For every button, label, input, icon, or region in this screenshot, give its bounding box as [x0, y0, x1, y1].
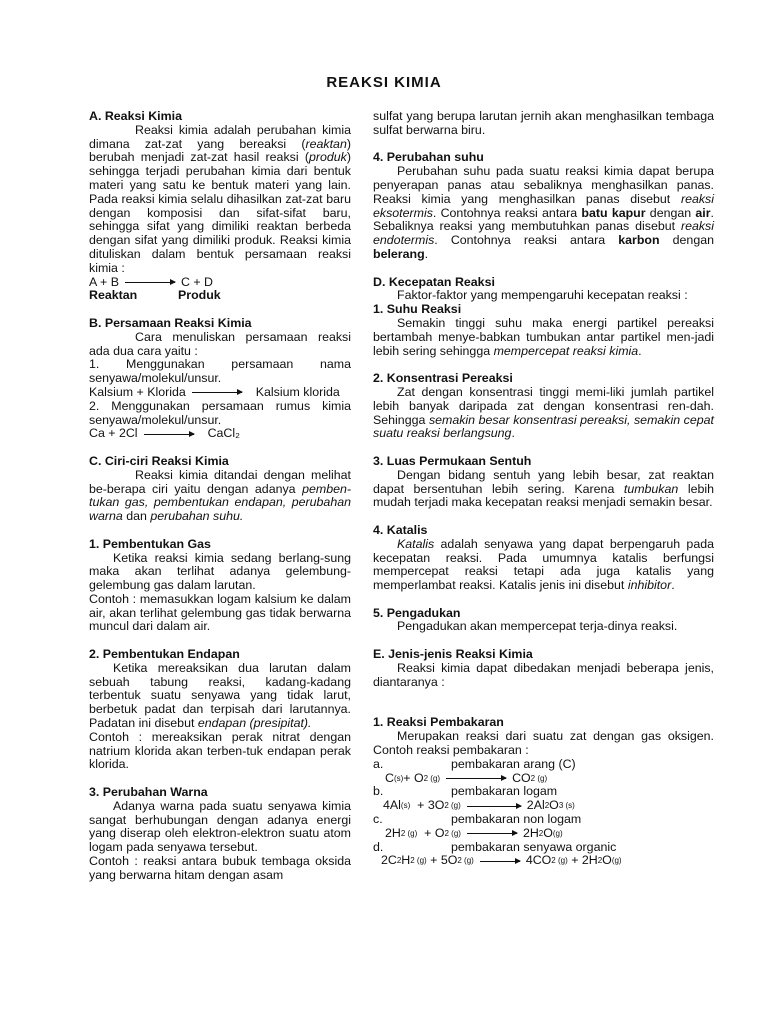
section-d-heading: D. Kecepatan Reaksi: [373, 274, 495, 289]
section-c-heading: C. Ciri-ciri Reaksi Kimia: [89, 453, 229, 468]
reaction-arrow-icon: [125, 282, 175, 283]
subsection-e1-paragraph: Merupakan reaksi dari suatu zat dengan gas oksigen. Contoh reaksi pembakaran :: [373, 729, 714, 758]
reaction-arrow-icon: [480, 861, 520, 862]
subsection-d2-paragraph: Zat dengan konsentrasi tinggi memi-liki jumlah partikel lebih banyak daripada zat dengan konsentrasi ren-dah. Sehingga semakin besar konsentrasi pereaksi, semakin cepat suatu reaksi berlangsung.: [373, 384, 714, 441]
subsection-c1-example: Contoh : memasukkan logam kalsium ke dalam air, akan terlihat gelembung gas tidak berwarna muncul dari dalam air.: [89, 591, 351, 634]
section-d-paragraph: Faktor-faktor yang mempengaruhi kecepatan reaksi :: [397, 288, 688, 303]
subsection-d2-heading: 2. Konsentrasi Pereaksi: [373, 371, 513, 386]
name-equation: Kalsium + Klorida Kalsium klorida: [89, 384, 340, 399]
subsection-c3-example: Contoh : reaksi antara bubuk tembaga oksida yang berwarna hitam dengan asam: [89, 854, 351, 882]
example-b-equation: 4Al (s) + 3O 2 (g) 2Al 2 O 3 (s): [383, 798, 575, 813]
reaction-arrow-icon: [144, 434, 194, 435]
example-d-label: d. pembakaran senyawa organic: [373, 839, 617, 854]
subsection-d3-paragraph: Dengan bidang sentuh yang lebih besar, zat reaktan dapat bersentuhan lebih sering. Karena tumbukan lebih mudah terjadi maka kecepatan reaksi menjadi semakin besar.: [373, 467, 715, 510]
example-c-label: c. pembakaran non logam: [373, 812, 582, 827]
equation-labels: Reaktan Produk: [89, 288, 221, 303]
section-e-paragraph: Reaksi kimia dapat dibedakan menjadi beberapa jenis, diantaranya :: [373, 660, 714, 689]
section-c-paragraph: Reaksi kimia ditandai dengan melihat be-berapa ciri yaitu dengan adanya pemben-tukan gas, pembentukan endapan, perubahan warna dan perubahan suhu.: [89, 467, 351, 524]
reaction-arrow-icon: [446, 778, 506, 779]
example-a-label: a. pembakaran arang (C): [373, 756, 576, 771]
subsection-d4-paragraph: Katalis adalah senyawa yang dapat berpengaruh pada kecepatan reaksi. Pada umumnya katalis berfungsi mempercepat reaksi tetapi ada juga katalis yang memperlambat reaksi. Katalis jenis ini disebut inhibitor.: [373, 536, 714, 593]
right-column: [373, 110, 714, 868]
subsection-d4-heading: 4. Katalis: [373, 522, 428, 537]
reaction-arrow-icon: [192, 392, 242, 393]
example-d-equation: 2C 2 H 2 (g) + 5O 2 (g) 4CO 2 (g) + 2H 2 O (g): [381, 853, 622, 868]
subsection-c3-heading: 3. Perubahan Warna: [89, 785, 208, 800]
subsection-c1-paragraph: Ketika reaksi kimia sedang berlang-sung maka akan terlihat adanya gelembung-gelembung gas dalam larutan.: [89, 550, 351, 593]
section-b-heading: B. Persamaan Reaksi Kimia: [89, 315, 252, 330]
subsection-c1-heading: 1. Pembentukan Gas: [89, 536, 211, 551]
formula-equation: Ca + 2Cl CaCl₂: [89, 426, 240, 441]
reaction-arrow-icon: [467, 806, 521, 807]
example-c-equation: 2H 2 (g) + O 2 (g) 2H 2 O (g): [385, 825, 563, 840]
section-e-heading: E. Jenis-jenis Reaksi Kimia: [373, 647, 533, 662]
subsection-e1-heading: 1. Reaksi Pembakaran: [373, 715, 504, 730]
section-b-item-1: 1. Menggunakan persamaan nama senyawa/molekul/unsur.: [89, 357, 351, 386]
subsection-d5-paragraph: Pengadukan akan mempercepat terja-dinya reaksi.: [397, 619, 678, 634]
section-a-heading: A. Reaksi Kimia: [89, 109, 182, 123]
subsection-c3-paragraph: Adanya warna pada suatu senyawa kimia sangat berhubungan dengan adanya energi yang diserap oleh elektron-elektron suatu atom logam pada senyawa tersebut.: [89, 798, 351, 855]
section-b-item-2: 2. Menggunakan persamaan rumus kimia senyawa/molekul/unsur.: [89, 398, 351, 427]
page-title: REAKSI KIMIA: [326, 74, 442, 91]
continued-text: sulfat yang berupa larutan jernih akan menghasilkan tembaga sulfat berwarna biru.: [373, 109, 714, 137]
example-a-equation: C (s) + O 2 (g) CO 2 (g): [385, 770, 548, 785]
section-b-paragraph: Cara menuliskan persamaan reaksi ada dua cara yaitu :: [89, 329, 351, 358]
subsection-c4-paragraph: Perubahan suhu pada suatu reaksi kimia dapat berupa penyerapan panas atau sebaliknya menghasilkan panas. Reaksi kimia yang menghasilkan panas disebut reaksi eksotermis. Contohnya reaksi antara batu kapur dengan air. Sebaliknya reaksi yang membutuhkan panas disebut reaksi endotermis. Contohnya reaksi antara karbon dengan belerang.: [373, 164, 714, 261]
general-equation: A + B C + D: [89, 274, 213, 289]
subsection-d3-heading: 3. Luas Permukaan Sentuh: [373, 453, 532, 468]
subsection-d1-paragraph: Semakin tinggi suhu maka energi partikel pereaksi bertambah menye-babkan tumbukan antar partikel men-jadi lebih sering sehingga mempercepat reaksi kimia.: [373, 315, 714, 358]
left-column: [89, 110, 351, 883]
subsection-c2-example: Contoh : mereaksikan perak nitrat dengan natrium klorida akan terben-tuk endapan perak klorida.: [89, 729, 351, 772]
subsection-d5-heading: 5. Pengadukan: [373, 605, 461, 620]
subsection-c2-heading: 2. Pembentukan Endapan: [89, 647, 240, 662]
subsection-c2-paragraph: Ketika mereaksikan dua larutan dalam sebuah tabung reaksi, kadang-kadang terbentuk suatu senyawa yang tidak larut, berbetuk padat dan terpisah dari larutannya. Padatan ini disebut endapan (presipitat).: [89, 660, 351, 731]
section-a-paragraph: Reaksi kimia adalah perubahan kimia dimana zat-zat yang bereaksi (reaktan) berubah menjadi zat-zat hasil reaksi (produk) sehingga terjadi perubahan kimia dari bentuk materi yang satu ke bentuk materi yang lain. Pada reaksi kimia selalu dihasilkan zat-zat baru dengan komposisi dan sifat-sifat baru, sehingga sifat yang dimiliki reaktan berbeda dengan sifat yang dimiliki produk. Reaksi kimia dituliskan dalam bentuk persamaan reaksi kimia :: [89, 122, 351, 275]
reaction-arrow-icon: [467, 833, 517, 834]
subsection-c4-heading: 4. Perubahan suhu: [373, 150, 484, 165]
subsection-d1-heading: 1. Suhu Reaksi: [373, 302, 462, 317]
example-b-label: b. pembakaran logam: [373, 784, 558, 799]
